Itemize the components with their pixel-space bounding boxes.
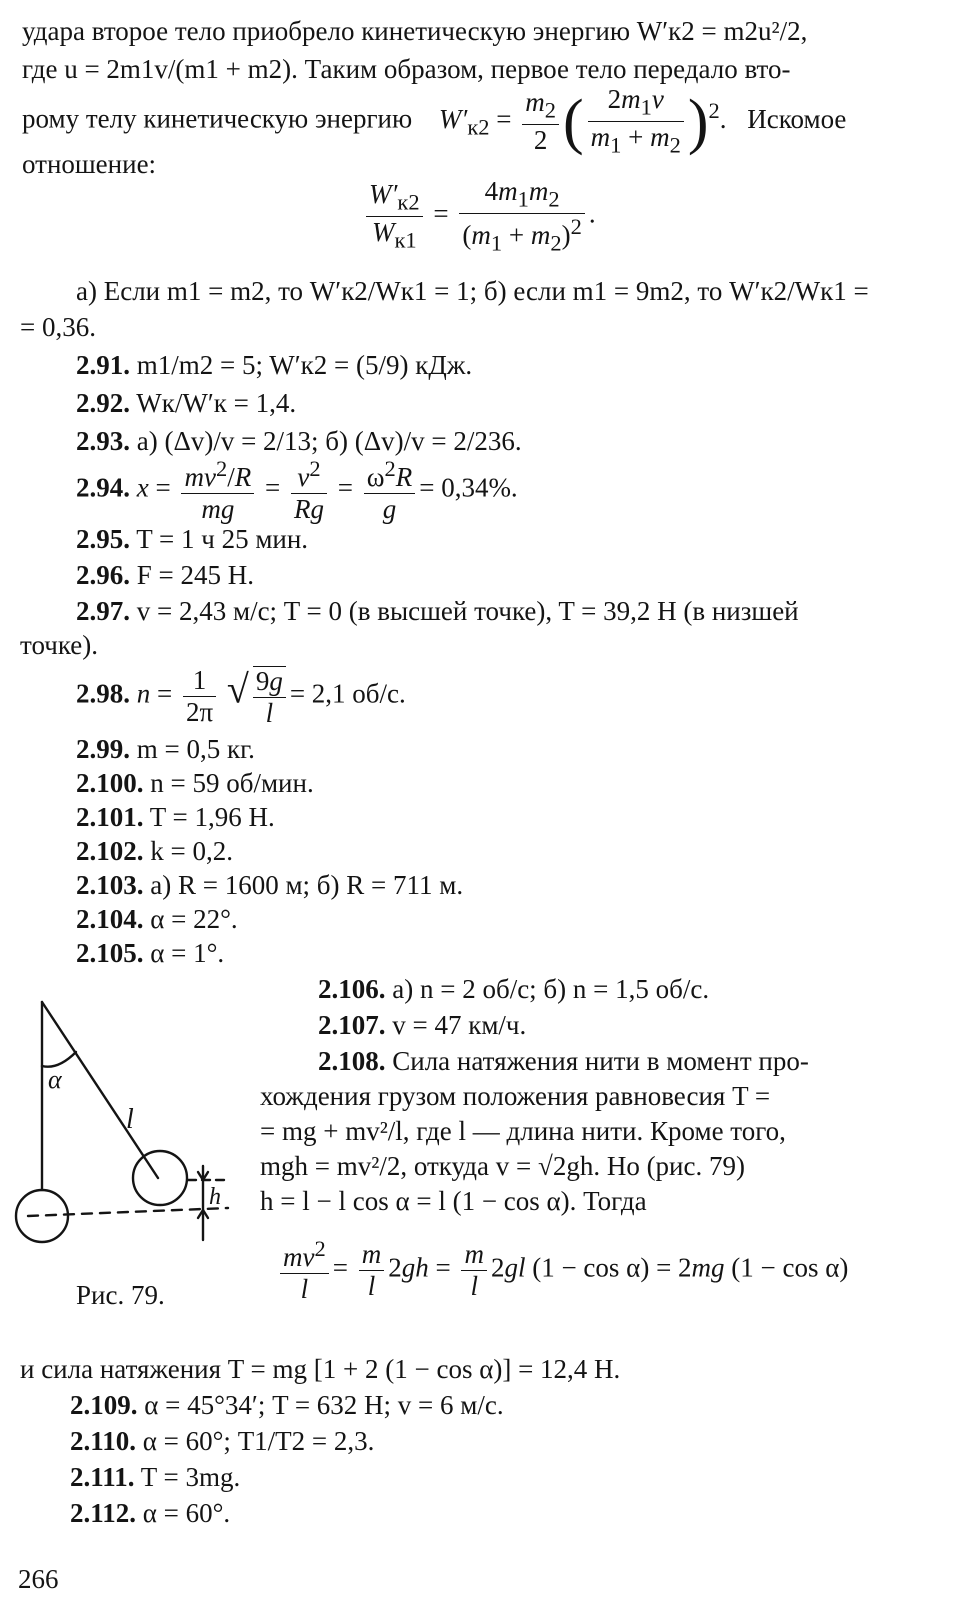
height-label: h [209, 1184, 221, 1210]
fraction-mass-ratio: $\frac{4m_1m_2}{(m_1 + m_2)^2}$ [459, 178, 584, 255]
text-line-3 [22, 86, 846, 157]
answer-number: 2.94. [76, 472, 130, 503]
answer-text: n = 59 об/мин. [150, 768, 314, 798]
answer-2-99 [76, 736, 255, 763]
answer-2-100 [76, 770, 314, 797]
answer-number: 2.91. [76, 350, 130, 380]
answer-2-106 [318, 976, 709, 1003]
answer-number: 2.99. [76, 734, 130, 764]
answer-text: F = 245 Н. [136, 560, 254, 590]
answer-number: 2.100. [76, 768, 144, 798]
answer-2-98: 2.98. n = $\frac{1}{2\pi}$ √ $\frac{9g}{l}$ = 2,1 об/с. [76, 665, 406, 728]
answer-text: T = 3mg. [140, 1462, 241, 1492]
answer-2-105 [76, 940, 224, 967]
answer-text: = 0,34%. [419, 472, 518, 503]
answer-2-110 [70, 1428, 374, 1455]
answer-2-97-cont: точке). [20, 630, 98, 660]
answer-2-107 [318, 1012, 526, 1039]
text-line-3-end: Искомое [747, 103, 847, 134]
fraction-mv2-l: $\frac{mv^2}{l}$ [280, 1238, 329, 1303]
fraction-m-l-2: $\frac{m}{l}$ [461, 1241, 487, 1300]
fraction-m2-over-2: $\frac{m_2}{2}$ [522, 89, 559, 154]
answer-number: 2.111. [70, 1462, 135, 1492]
answer-number: 2.98. [76, 678, 130, 709]
answer-number: 2.109. [70, 1390, 138, 1420]
answer-text: k = 0,2. [150, 836, 233, 866]
answer-text: α = 1°. [150, 938, 225, 968]
bob-deflected [133, 1151, 187, 1205]
answer-number: 2.108. [318, 1046, 386, 1076]
fraction-1-2pi: $\frac{1}{2\pi}$ [183, 667, 216, 726]
answer-number: 2.110. [70, 1426, 137, 1456]
fraction-v2-rg: $\frac{v^2}{Rg}$ [291, 458, 327, 523]
answer-text: α = 45°34′; T = 632 Н; v = 6 м/с. [144, 1390, 504, 1420]
answer-text: Сила натяжения нити в момент про- [392, 1046, 809, 1076]
fraction-2m1v: $\frac{2m_1v}{m_1 + m_2}$ [588, 86, 684, 157]
answer-2-112 [70, 1500, 230, 1527]
answer-2-94: 2.94. x = $\frac{mv^2/R}{mg}$ = $\frac{v^2}{Rg}$ = $\frac{\omega^2R}{g}$ = 0,34%. [76, 456, 518, 524]
fraction-9g-l: $\frac{9g}{l}$ [253, 666, 286, 727]
fraction-w2r-g: $\frac{\omega^2R}{g}$ [364, 458, 416, 523]
answer-number: 2.102. [76, 836, 144, 866]
answer-text: α = 60°; T1/T2 = 2,3. [142, 1426, 375, 1456]
answer-2-108-line2: хождения грузом положения равновесия T = [260, 1081, 771, 1111]
answer-2-91 [76, 352, 472, 379]
text-line-4: отношение: [22, 149, 157, 179]
dashed-level-lower [28, 1208, 228, 1216]
answer-text: T = 1 ч 25 мин. [136, 524, 309, 554]
answer-2-103 [76, 872, 463, 899]
answer-2-101 [76, 804, 275, 831]
answer-number: 2.96. [76, 560, 130, 590]
sqrt-symbol: √ [226, 666, 249, 712]
answer-text: v = 2,43 м/с; T = 0 (в высшей точке), T = 39,2 Н (в низшей [136, 596, 799, 626]
fraction-mv2r-mg: $\frac{mv^2/R}{mg}$ [181, 458, 254, 523]
answer-text: = 2,1 об/с. [289, 678, 406, 709]
answer-number: 2.106. [318, 974, 386, 1004]
answer-text: α = 22°. [150, 904, 238, 934]
text-line-6: а) Если m1 = m2, то W′к2/Wк1 = 1; б) если m1 = 9m2, то W′к2/Wк1 = [76, 276, 869, 306]
pendulum-figure [8, 990, 238, 1260]
formula-w-k2-prime: $W'_{к2}$ = $\frac{m_2}{2}$ ( $\frac{2m_1v}{m_1 + m_2}$ )$^2$. [438, 84, 727, 158]
answer-2-108-line3: = mg + mv²/l, где l — длина нити. Кроме того, [260, 1116, 786, 1146]
answer-number: 2.104. [76, 904, 144, 934]
answer-number: 2.97. [76, 596, 130, 626]
answer-text: m1/m2 = 5; W′к2 = (5/9) кДж. [136, 350, 473, 380]
answer-number: 2.103. [76, 870, 144, 900]
answer-2-111 [70, 1464, 240, 1491]
figure-caption: Рис. 79. [76, 1280, 165, 1310]
answer-2-108-line4: mgh = mv²/2, откуда v = √2gh. Но (рис. 79) [260, 1151, 745, 1181]
answer-2-108 [318, 1048, 809, 1075]
bob-equilibrium [16, 1190, 68, 1242]
text-tension-result: и сила натяжения T = mg [1 + 2 (1 − cos α)] = 12,4 Н. [20, 1354, 621, 1384]
answer-2-104 [76, 906, 238, 933]
answer-number: 2.93. [76, 426, 130, 456]
page-number: 266 [18, 1564, 59, 1594]
answer-text: α = 60°. [142, 1498, 231, 1528]
answer-text: v = 47 км/ч. [392, 1010, 527, 1040]
answer-text: а) R = 1600 м; б) R = 711 м. [150, 870, 464, 900]
answer-text: Wк/W′к = 1,4. [136, 388, 297, 418]
answer-2-108-line5: h = l − l cos α = l (1 − cos α). Тогда [260, 1186, 647, 1216]
answer-number: 2.107. [318, 1010, 386, 1040]
text-line-2: где u = 2m1v/(m1 + m2). Таким образом, первое тело передало вто- [22, 54, 791, 84]
formula-ratio: $\frac{W'_{к2}}{W_{к1}}$ = $\frac{4m_1m_2}{(m_1 + m_2)^2}$ . [362, 178, 596, 255]
answer-2-92 [76, 390, 296, 417]
answer-2-95 [76, 526, 308, 553]
answer-text: а) (Δv)/v = 2/13; б) (Δv)/v = 2/236. [136, 426, 522, 456]
answer-2-96 [76, 562, 254, 589]
fraction-m-l: $\frac{m}{l}$ [359, 1241, 385, 1300]
fraction-energy-ratio: $\frac{W'_{к2}}{W_{к1}}$ [366, 181, 423, 252]
answer-number: 2.101. [76, 802, 144, 832]
answer-2-102 [76, 838, 233, 865]
answer-text: а) n = 2 об/с; б) n = 1,5 об/с. [392, 974, 710, 1004]
text-line-3-start: рому телу кинетическую энергию [22, 103, 413, 134]
answer-number: 2.95. [76, 524, 130, 554]
formula-tension-derivation: $\frac{mv^2}{l}$ = $\frac{m}{l}$ 2gh = $\frac{m}{l}$ 2gl (1 − cos α) = 2mg (1 − cos α) [276, 1238, 848, 1303]
answer-2-97 [76, 598, 799, 625]
text-line-7: = 0,36. [20, 312, 96, 342]
answer-2-109 [70, 1392, 504, 1419]
length-label: l [126, 1104, 134, 1135]
answer-text: T = 1,96 Н. [149, 802, 275, 832]
answer-number: 2.105. [76, 938, 144, 968]
alpha-label: α [48, 1065, 62, 1094]
answer-number: 2.92. [76, 388, 130, 418]
answer-number: 2.112. [70, 1498, 137, 1528]
text-line-1: удара второе тело приобрело кинетическую энергию W′к2 = m2u²/2, [22, 16, 808, 46]
answer-text: m = 0,5 кг. [136, 734, 255, 764]
answer-2-93 [76, 428, 522, 455]
